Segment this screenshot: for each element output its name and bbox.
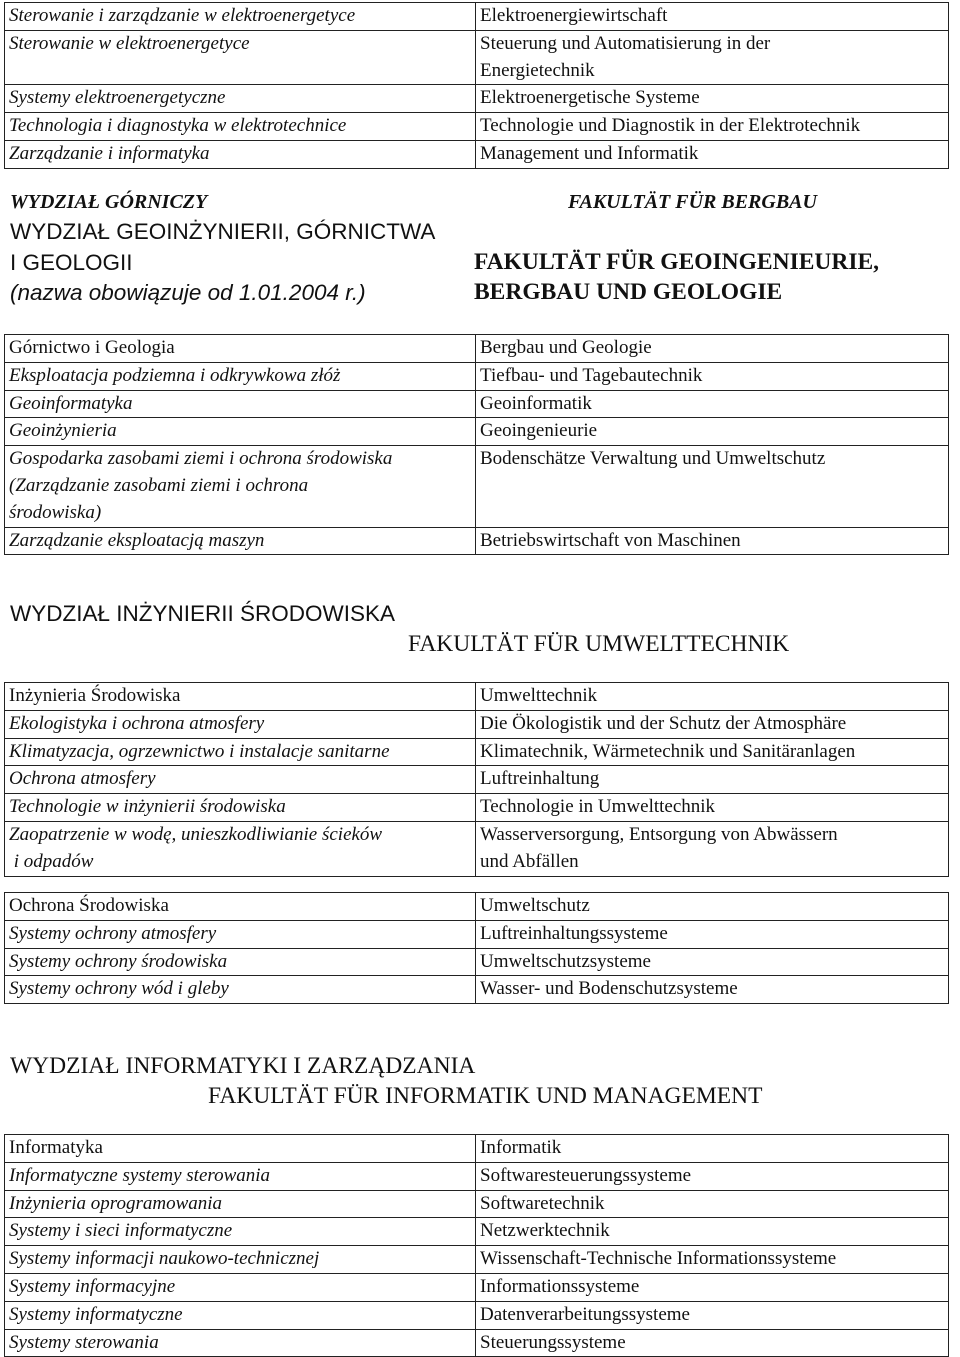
de-specialty: Wissenschaft-Technische Informationssysteme — [476, 1246, 949, 1274]
pl-specialty: Systemy informacyjne — [5, 1273, 476, 1301]
mining-old-name-pl: WYDZIAŁ GÓRNICZY — [10, 191, 208, 213]
pl-specialty: Sterowanie i zarządzanie w elektroenergetyce — [5, 3, 476, 31]
mining-old-name-de: FAKULTÄT FÜR BERGBAU — [568, 191, 817, 213]
table-row — [5, 1218, 949, 1246]
table-row — [5, 1162, 949, 1190]
de-field-heading: Informatik — [476, 1135, 949, 1163]
mining-new-name-de-line2: BERGBAU UND GEOLOGIE — [474, 279, 783, 305]
table-row — [5, 710, 949, 738]
de-specialty: Softwaresteuerungssysteme — [476, 1162, 949, 1190]
de-field-heading: Umwelttechnik — [476, 683, 949, 711]
de-specialty: Betriebswirtschaft von Maschinen — [476, 527, 949, 555]
environment-title-pl: WYDZIAŁ INŻYNIERII ŚRODOWISKA — [10, 601, 396, 626]
de-specialty: Tiefbau- und Tagebautechnik — [476, 362, 949, 390]
table-row — [5, 3, 949, 31]
de-line: Energietechnik — [480, 59, 595, 81]
mining-new-name-pl-line1: WYDZIAŁ GEOINŻYNIERII, GÓRNICTWA — [10, 219, 436, 244]
table-row — [5, 976, 949, 1004]
pl-specialty: Systemy ochrony atmosfery — [5, 920, 476, 948]
environment-engineering-table — [4, 682, 949, 877]
pl-specialty: Klimatyzacja, ogrzewnictwo i instalacje sanitarne — [5, 738, 476, 766]
pl-specialty: Systemy informacji naukowo-technicznej — [5, 1246, 476, 1274]
de-specialty — [476, 30, 949, 85]
table-row — [5, 794, 949, 822]
table-row — [5, 390, 949, 418]
pl-specialty — [5, 821, 476, 876]
de-specialty: Informationssysteme — [476, 1273, 949, 1301]
de-specialty: Management und Informatik — [476, 140, 949, 168]
pl-specialty: Systemy elektroenergetyczne — [5, 85, 476, 113]
de-line: Wasserversorgung, Entsorgung von Abwässern — [480, 823, 838, 845]
de-field-heading: Bergbau und Geologie — [476, 335, 949, 363]
informatics-table — [4, 1134, 949, 1357]
pl-field-heading: Górnictwo i Geologia — [5, 335, 476, 363]
informatics-title-pl: WYDZIAŁ INFORMATYKI I ZARZĄDZANIA — [10, 1053, 476, 1079]
pl-line: (Zarządzanie zasobami ziemi i ochrona — [9, 474, 309, 496]
table-row — [5, 30, 949, 85]
pl-specialty: Zarządzanie i informatyka — [5, 140, 476, 168]
pl-field-heading: Ochrona Środowiska — [5, 893, 476, 921]
table-row — [5, 418, 949, 446]
mining-table — [4, 334, 949, 555]
table-row — [5, 335, 949, 363]
table-row — [5, 1135, 949, 1163]
table-row — [5, 527, 949, 555]
pl-specialty: Systemy informatyczne — [5, 1301, 476, 1329]
table-row — [5, 1190, 949, 1218]
pl-specialty: Zarządzanie eksploatacją maszyn — [5, 527, 476, 555]
table-row — [5, 948, 949, 976]
mining-name-validity-note: (nazwa obowiązuje od 1.01.2004 r.) — [10, 280, 366, 305]
table-row — [5, 738, 949, 766]
de-specialty: Elektroenergiewirtschaft — [476, 3, 949, 31]
table-row — [5, 85, 949, 113]
mining-new-name-de-line1: FAKULTÄT FÜR GEOINGENIEURIE, — [474, 249, 880, 275]
pl-line: Zaopatrzenie w wodę, unieszkodliwianie ścieków — [9, 823, 383, 845]
pl-specialty: Geoinżynieria — [5, 418, 476, 446]
de-specialty: Softwaretechnik — [476, 1190, 949, 1218]
de-specialty: Technologie und Diagnostik in der Elektrotechnik — [476, 113, 949, 141]
de-specialty: Umweltschutzsysteme — [476, 948, 949, 976]
mining-new-name-pl-line2: I GEOLOGII — [10, 250, 133, 275]
table-row — [5, 446, 949, 527]
table-row — [5, 1329, 949, 1357]
pl-specialty — [5, 446, 476, 527]
pl-specialty: Systemy ochrony wód i gleby — [5, 976, 476, 1004]
table-row — [5, 1301, 949, 1329]
pl-line: i odpadów — [9, 850, 94, 872]
de-specialty: Technologie in Umwelttechnik — [476, 794, 949, 822]
environment-title-de: FAKULTÄT FÜR UMWELTTECHNIK — [408, 631, 790, 657]
de-specialty: Geoinformatik — [476, 390, 949, 418]
table-row — [5, 766, 949, 794]
pl-specialty: Systemy i sieci informatyczne — [5, 1218, 476, 1246]
de-line: und Abfällen — [480, 850, 579, 872]
table-row — [5, 1246, 949, 1274]
pl-specialty: Sterowanie w elektroenergetyce — [5, 30, 476, 85]
table-row — [5, 113, 949, 141]
table-row — [5, 893, 949, 921]
pl-specialty: Systemy ochrony środowiska — [5, 948, 476, 976]
de-specialty: Elektroenergetische Systeme — [476, 85, 949, 113]
de-specialty: Bodenschätze Verwaltung und Umweltschutz — [476, 446, 949, 527]
de-field-heading: Umweltschutz — [476, 893, 949, 921]
pl-specialty: Inżynieria oprogramowania — [5, 1190, 476, 1218]
pl-specialty: Ekologistyka i ochrona atmosfery — [5, 710, 476, 738]
pl-specialty: Eksploatacja podziemna i odkrywkowa złóż — [5, 362, 476, 390]
table-row — [5, 140, 949, 168]
de-specialty: Die Ökologistik und der Schutz der Atmosphäre — [476, 710, 949, 738]
pl-specialty: Geoinformatyka — [5, 390, 476, 418]
pl-specialty: Systemy sterowania — [5, 1329, 476, 1357]
pl-specialty: Technologie w inżynierii środowiska — [5, 794, 476, 822]
pl-specialty: Technologia i diagnostyka w elektrotechnice — [5, 113, 476, 141]
de-specialty: Netzwerktechnik — [476, 1218, 949, 1246]
de-specialty: Steuerungssysteme — [476, 1329, 949, 1357]
table-row — [5, 920, 949, 948]
pl-line: środowiska) — [9, 501, 102, 523]
table-row — [5, 683, 949, 711]
table-row — [5, 362, 949, 390]
environment-protection-table — [4, 892, 949, 1004]
table-row — [5, 1273, 949, 1301]
de-specialty — [476, 821, 949, 876]
table-row — [5, 821, 949, 876]
de-specialty: Datenverarbeitungssysteme — [476, 1301, 949, 1329]
de-specialty: Luftreinhaltung — [476, 766, 949, 794]
pl-specialty: Informatyczne systemy sterowania — [5, 1162, 476, 1190]
pl-line: Gospodarka zasobami ziemi i ochrona środowiska — [9, 448, 393, 470]
de-line: Steuerung und Automatisierung in der — [480, 32, 771, 54]
pl-field-heading: Inżynieria Środowiska — [5, 683, 476, 711]
pl-specialty: Ochrona atmosfery — [5, 766, 476, 794]
pl-field-heading: Informatyka — [5, 1135, 476, 1163]
de-specialty: Wasser- und Bodenschutzsysteme — [476, 976, 949, 1004]
de-specialty: Klimatechnik, Wärmetechnik und Sanitäranlagen — [476, 738, 949, 766]
de-specialty: Luftreinhaltungssysteme — [476, 920, 949, 948]
de-specialty: Geoingenieurie — [476, 418, 949, 446]
energy-table — [4, 2, 949, 169]
informatics-title-de: FAKULTÄT FÜR INFORMATIK UND MANAGEMENT — [208, 1083, 763, 1109]
